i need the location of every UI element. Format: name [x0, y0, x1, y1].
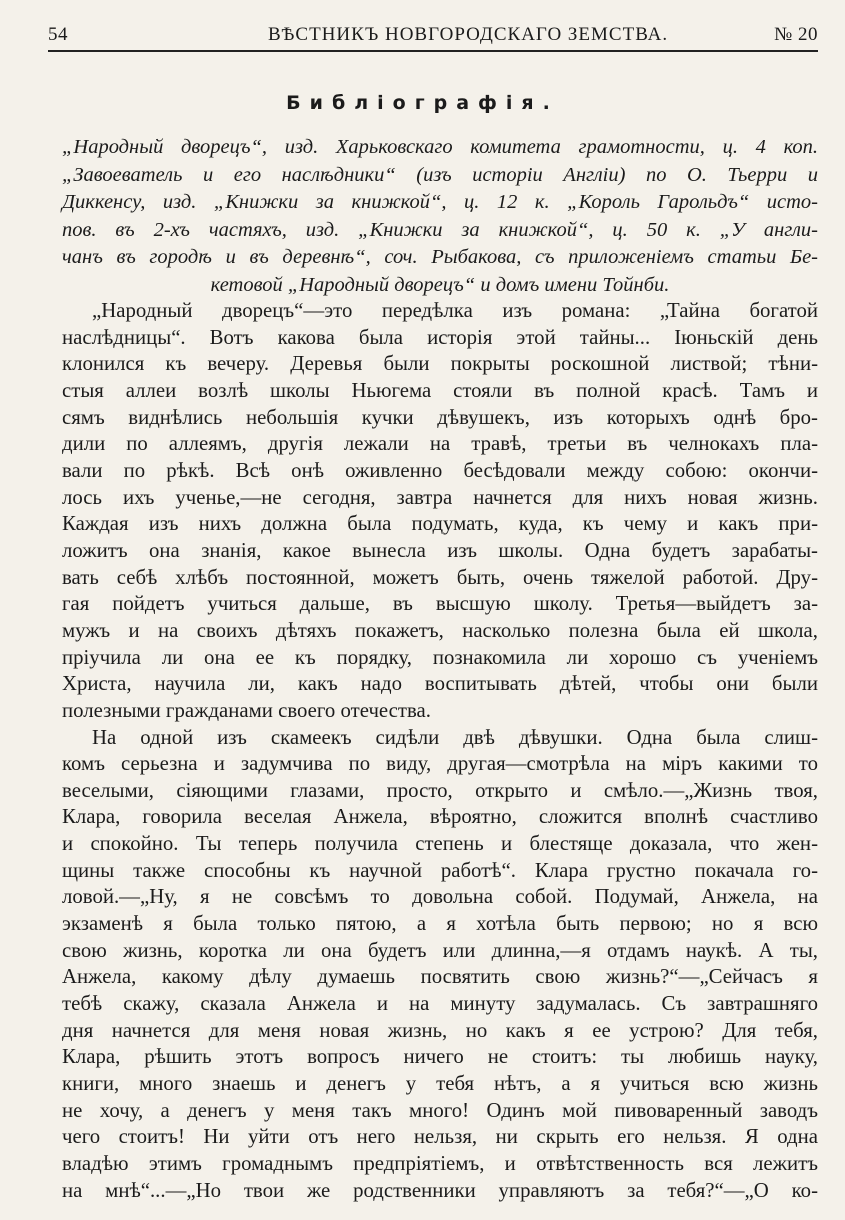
bibliography-line: „Завоеватель и его наслѣдники“ (изъ исторіи Англіи) по О. Тьерри и [62, 163, 818, 186]
text-line: дили по аллеямъ, другія лежали на травѣ, третьи въ челнокахъ пла- [62, 432, 818, 456]
text-line: лось ихъ ученье,—не сегодня, завтра начнется для нихъ новая жизнь. [62, 485, 818, 509]
text-line: наслѣдницы“. Вотъ какова была исторія этой тайны... Іюньскій день [62, 325, 818, 349]
bibliography-line: кетовой „Народный дворецъ“ и домъ имени Тойнби. [210, 273, 670, 296]
bibliography-line: Диккенсу, изд. „Книжки за книжкой“, ц. 12 к. „Король Гарольдъ“ исто- [62, 191, 818, 213]
page-number: 54 [48, 24, 68, 45]
text-line: дня начнется для меня новая жизнь, но какъ я ее устрою? Для тебя, [62, 1018, 818, 1042]
text-line: Каждая изъ нихъ должна была подумать, куда, къ чему и какъ при- [62, 512, 818, 536]
bibliography-line: пов. въ 2-хъ частяхъ, изд. „Книжки за книжкой“, ц. 50 к. „У англи- [62, 218, 818, 241]
text-line: вали по рѣкѣ. Всѣ онѣ оживленно бесѣдовали между собою: окончи- [62, 458, 818, 482]
text-line: на мнѣ“...—„Но твои же родственники управляютъ за тебя?“—„О ко- [62, 1178, 818, 1202]
issue-number: № 20 [774, 24, 818, 45]
bibliography-line: „Народный дворецъ“, изд. Харьковскаго комитета грамотности, ц. 4 коп. [62, 136, 818, 158]
bibliography-line: чанъ въ городѣ и въ деревнѣ“, соч. Рыбакова, съ приложеніемъ статьи Бе- [62, 246, 818, 268]
text-line: клонился къ вечеру. Деревья были покрыты роскошной листвой; тѣни- [62, 352, 818, 376]
text-line: щины также способны къ научной работѣ“. Клара грустно покачала го- [62, 858, 818, 882]
text-line: тебѣ скажу, сказала Анжела и на минуту задумалась. Съ завтрашняго [62, 992, 818, 1016]
text-line: свою жизнь, коротка ли она будетъ или длинна,—я отдамъ наукѣ. А ты, [62, 938, 818, 962]
text-line: Анжела, какому дѣлу думаешь посвятить свою жизнь?“—„Сейчасъ я [62, 965, 818, 989]
bibliography-entry [62, 134, 818, 299]
text-line: вать себѣ хлѣбъ постоянной, можетъ быть, очень тяжелой работой. Дру- [62, 565, 818, 589]
text-line: „Народный дворецъ“—это передѣлка изъ романа: „Тайна богатой [92, 299, 818, 322]
text-line: Клара, говорила веселая Анжела, вѣроятно, сложится вполнѣ счастливо [62, 805, 818, 829]
article-body [62, 298, 818, 1204]
section-title: Библіографія. [286, 92, 559, 114]
text-line: веселыми, сіяющими глазами, просто, открыто и смѣло.—„Жизнь твоя, [62, 778, 818, 802]
header-rule [48, 50, 818, 52]
text-line: На одной изъ скамеекъ сидѣли двѣ дѣвушки. Одна была слиш- [92, 725, 818, 749]
text-line: полезными гражданами своего отечества. [62, 698, 431, 722]
text-line: книги, много знаешь и денегъ у тебя нѣтъ, а я учиться всю жизнь [62, 1072, 818, 1096]
text-line: ловой.—„Ну, я не совсѣмъ то довольна собой. Подумай, Анжела, на [62, 885, 818, 909]
text-line: Христа, научила ли, какъ надо воспитывать дѣтей, чтобы они были [62, 672, 818, 696]
text-line: гая пойдетъ учиться дальше, въ высшую школу. Третья—выйдетъ за- [62, 592, 818, 616]
text-line: экзаменѣ я была только пятою, а я хотѣла быть первою; но я всю [62, 912, 818, 936]
text-line: сямъ виднѣлись небольшія кучки дѣвушекъ, изъ которыхъ однѣ бро- [62, 405, 818, 429]
text-line: не хочу, а денегъ у меня такъ много! Одинъ мой пивоваренный заводъ [62, 1098, 818, 1122]
text-line: пріучила ли она ее къ порядку, познакомила ли хорошо съ ученіемъ [62, 645, 818, 669]
text-line: комъ серьезна и задумчива по виду, другая—смотрѣла на міръ какими то [62, 752, 818, 776]
text-line: чего стоитъ! Ни уйти отъ него нельзя, ни скрыть его нельзя. Я одна [62, 1125, 818, 1149]
text-line: ложитъ она знанія, какое вынесла изъ школы. Одна будетъ зарабаты- [62, 538, 818, 562]
journal-title: ВѢСТНИКЪ НОВГОРОДСКАГО ЗЕМСТВА. [268, 24, 669, 45]
text-line: мужъ и на своихъ дѣтяхъ покажетъ, насколько полезна была ей школа, [62, 618, 818, 642]
running-header [48, 24, 818, 50]
text-line: стыя аллеи возлѣ школы Ньюгема стояли въ полной красѣ. Тамъ и [62, 378, 818, 402]
text-line: Клара, рѣшить этотъ вопросъ ничего не стоитъ: ты любишь науку, [62, 1045, 818, 1069]
text-line: владѣю этимъ громаднымъ предпріятіемъ, и отвѣтственность вся лежитъ [62, 1152, 818, 1175]
text-line: и спокойно. Ты теперь получила степень и блестяще доказала, что жен- [62, 832, 818, 856]
